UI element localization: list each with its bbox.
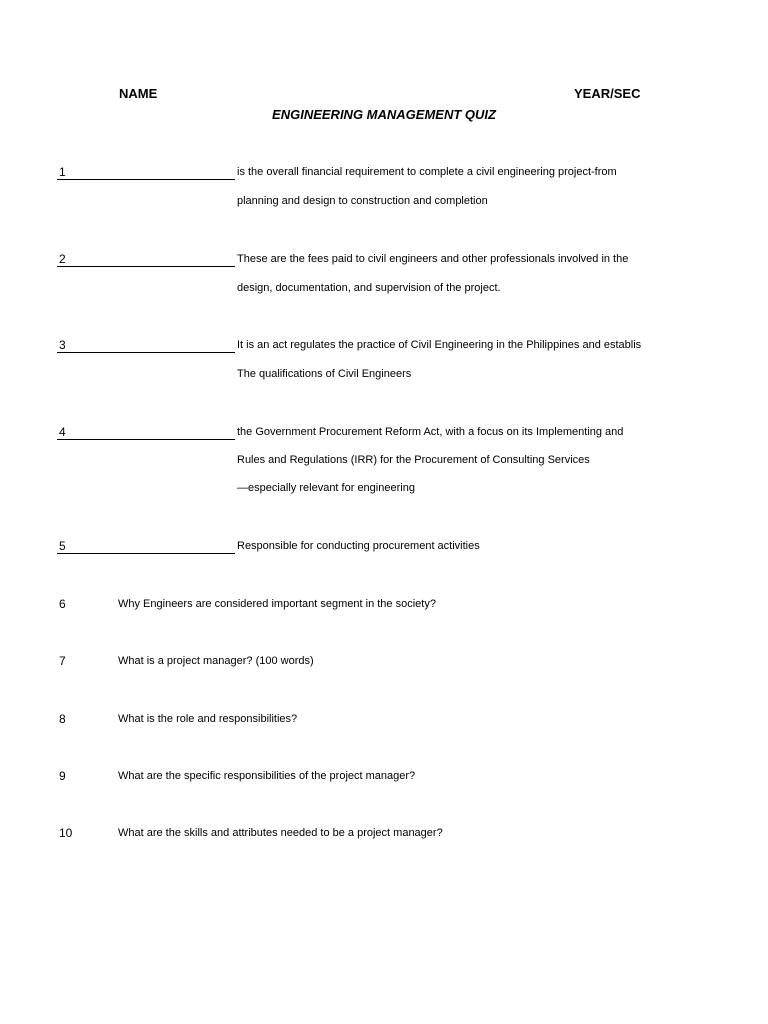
- item-number: 3: [59, 338, 66, 352]
- item-number: 1: [59, 165, 66, 179]
- item-number: 5: [59, 539, 66, 553]
- item-number: 8: [59, 712, 66, 726]
- question-text: planning and design to construction and completion: [237, 195, 488, 207]
- answer-blank[interactable]: [57, 352, 235, 353]
- essay-question: What are the specific responsibilities of the project manager?: [118, 770, 416, 782]
- question-text: the Government Procurement Reform Act, with a focus on its Implementing and: [237, 426, 624, 438]
- essay-question: Why Engineers are considered important segment in the society?: [118, 598, 436, 610]
- item-number: 2: [59, 252, 66, 266]
- item-number: 6: [59, 597, 66, 611]
- essay-question: What is the role and responsibilities?: [118, 713, 298, 725]
- item-number: 10: [59, 826, 73, 840]
- answer-blank[interactable]: [57, 439, 235, 440]
- question-text: design, documentation, and supervision of the project.: [237, 282, 501, 294]
- answer-blank[interactable]: [57, 266, 235, 267]
- answer-blank[interactable]: [57, 553, 235, 554]
- year-section-label: YEAR/SEC: [574, 86, 641, 101]
- item-number: 9: [59, 769, 66, 783]
- question-text: —especially relevant for engineering: [237, 482, 415, 494]
- question-text: It is an act regulates the practice of Civil Engineering in the Philippines and establis: [237, 339, 642, 351]
- item-number: 7: [59, 654, 66, 668]
- question-text: Rules and Regulations (IRR) for the Procurement of Consulting Services: [237, 454, 590, 466]
- item-number: 4: [59, 425, 66, 439]
- question-text: Responsible for conducting procurement activities: [237, 540, 480, 552]
- question-text: The qualifications of Civil Engineers: [237, 368, 412, 380]
- answer-blank[interactable]: [57, 179, 235, 180]
- quiz-title: ENGINEERING MANAGEMENT QUIZ: [272, 107, 496, 122]
- essay-question: What are the skills and attributes needed to be a project manager?: [118, 827, 443, 839]
- name-label: NAME: [119, 86, 158, 101]
- essay-question: What is a project manager? (100 words): [118, 655, 314, 667]
- question-text: is the overall financial requirement to complete a civil engineering project-from: [237, 166, 617, 178]
- question-text: These are the fees paid to civil engineers and other professionals involved in the: [237, 253, 629, 265]
